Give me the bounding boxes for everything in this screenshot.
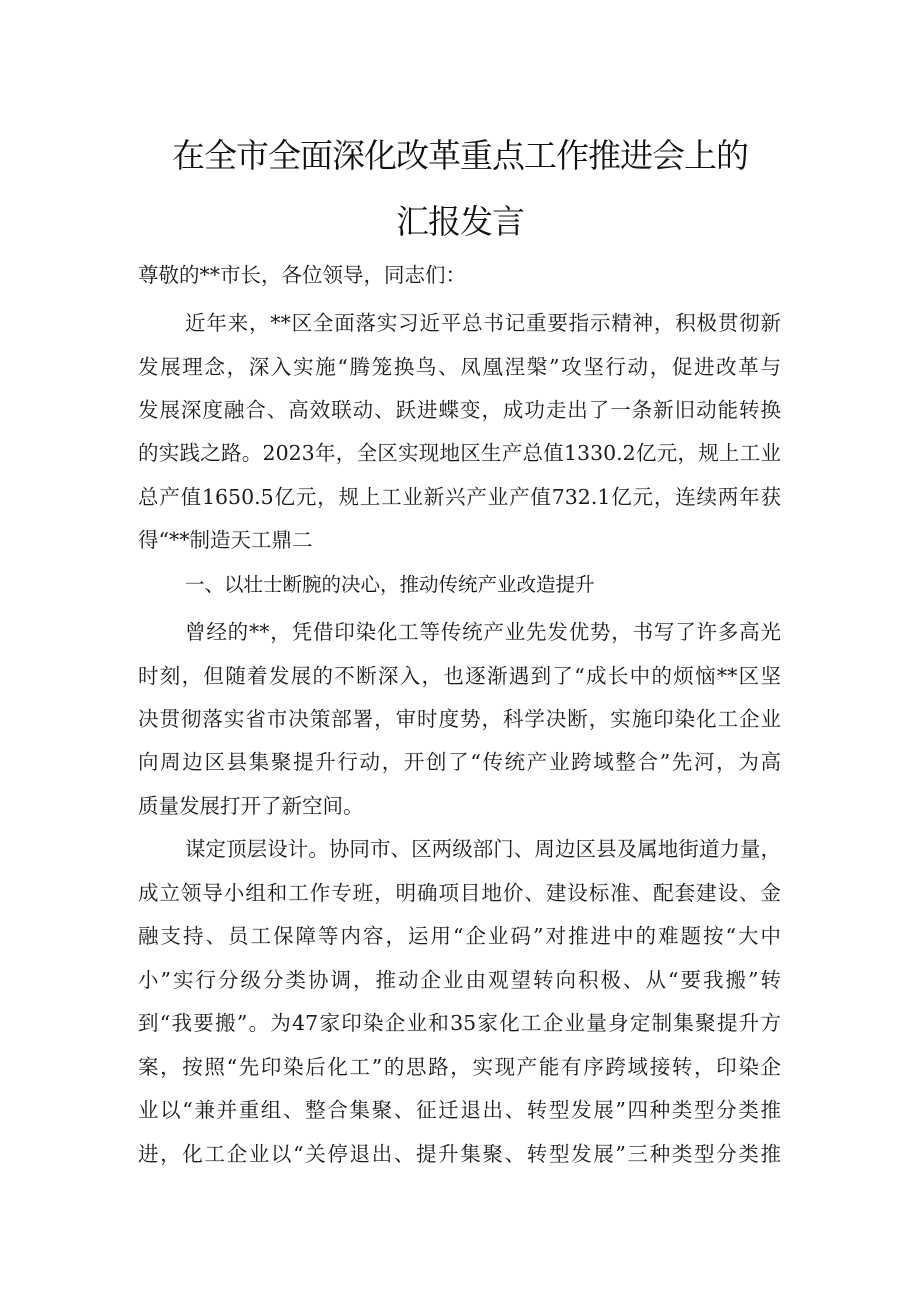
intro-line: 发展理念，深入实施“腾笼换鸟、凤凰涅槃”攻坚行动，促进改革与	[138, 355, 781, 379]
paragraph-line: 谋定顶层设计。协同市、区两级部门、周边区县及属地街道力量，	[185, 837, 781, 861]
salutation: 尊敬的**市长，各位领导，同志们：	[138, 263, 466, 287]
intro-line: 得“**制造天工鼎二	[138, 528, 313, 552]
paragraph-line: 业以“兼并重组、整合集聚、征迁退出、转型发展”四种类型分类推	[138, 1098, 781, 1122]
paragraph-line: 质量发展打开了新空间。	[138, 794, 364, 818]
paragraph-line: 融支持、员工保障等内容，运用“企业码”对推进中的难题按“大中	[138, 924, 781, 948]
paragraph-line: 成立领导小组和工作专班，明确项目地价、建设标准、配套建设、金	[138, 881, 781, 905]
intro-line: 发展深度融合、高效联动、跃进蝶变，成功走出了一条新旧动能转换	[138, 398, 781, 422]
paragraph-line: 到“我要搬”。为47家印染企业和35家化工企业量身定制集聚提升方	[138, 1011, 781, 1035]
section-heading: 一、以壮士断腕的决心，推动传统产业改造提升	[185, 573, 595, 596]
paragraph-line: 决贯彻落实省市决策部署，审时度势，科学决断，实施印染化工企业	[138, 707, 781, 731]
intro-line: 总产值1650.5亿元，规上工业新兴产业产值732.1亿元，连续两年获	[138, 485, 781, 509]
document-title-line-1: 在全市全面深化改革重点工作推进会上的	[172, 136, 748, 175]
paragraph-line: 进，化工企业以“关停退出、提升集聚、转型发展”三种类型分类推	[138, 1142, 781, 1166]
intro-line: 近年来，**区全面落实习近平总书记重要指示精神，积极贯彻新	[185, 311, 781, 335]
paragraph-line: 小”实行分级分类协调，推动企业由观望转向积极、从“要我搬”转	[138, 968, 781, 992]
paragraph-line: 案，按照“先印染后化工”的思路，实现产能有序跨域接转，印染企	[138, 1055, 781, 1079]
intro-line: 的实践之路。2023年，全区实现地区生产总值1330.2亿元，规上工业	[138, 441, 781, 465]
paragraph-line: 曾经的**，凭借印染化工等传统产业先发优势，书写了许多高光	[185, 620, 781, 644]
paragraph-line: 时刻，但随着发展的不断深入，也逐渐遇到了“成长中的烦恼**区坚	[138, 664, 781, 688]
document-title-line-2: 汇报发言	[396, 202, 524, 241]
paragraph-line: 向周边区县集聚提升行动，开创了“传统产业跨域整合”先河，为高	[138, 750, 781, 774]
